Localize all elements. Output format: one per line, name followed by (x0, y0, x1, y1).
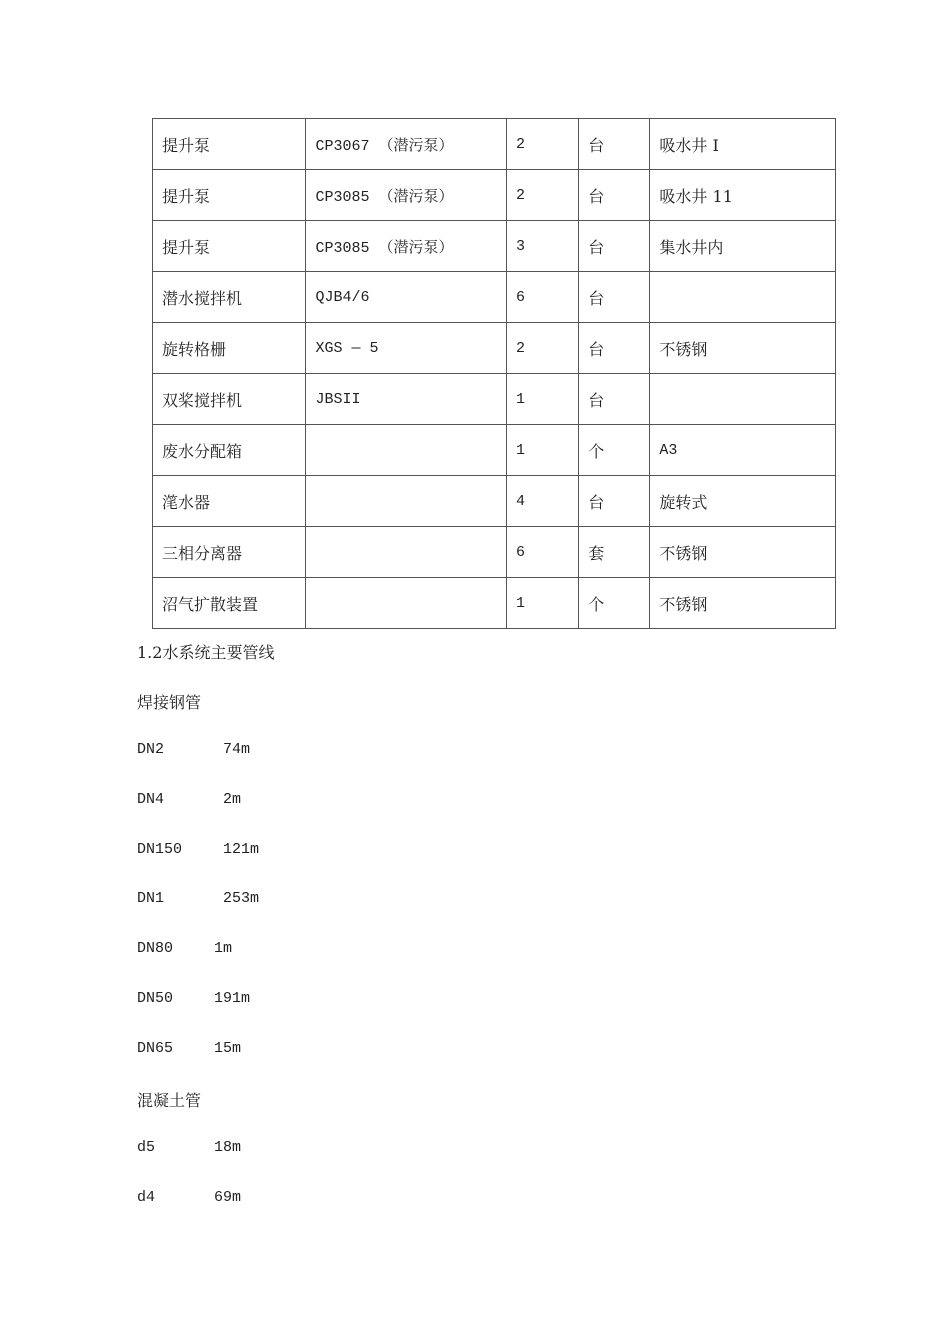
pipe-size: DN65 (137, 1039, 174, 1057)
pipe-item (137, 990, 251, 1007)
equipment-table (152, 118, 836, 629)
equipment-note: 不锈钢 (650, 578, 836, 629)
section-heading-text: 1.2水系统主要管线 (137, 643, 275, 662)
equipment-qty: 6 (507, 527, 579, 578)
equipment-name: 潜水搅拌机 (153, 272, 306, 323)
table-row (153, 221, 836, 272)
equipment-model: XGS — 5 (306, 323, 507, 374)
equipment-model: JBSII (306, 374, 507, 425)
equipment-qty: 6 (507, 272, 579, 323)
equipment-qty: 1 (507, 578, 579, 629)
equipment-note: A3 (650, 425, 836, 476)
equipment-model (306, 476, 507, 527)
equipment-note: 吸水井 I (650, 119, 836, 170)
table-row (153, 476, 836, 527)
table-row (153, 119, 836, 170)
equipment-qty: 2 (507, 323, 579, 374)
equipment-name: 双桨搅拌机 (153, 374, 306, 425)
pipe-item (137, 940, 233, 958)
section-heading (137, 640, 837, 663)
equipment-name: 旋转格栅 (153, 323, 306, 374)
pipe-size: d4 (137, 1188, 156, 1206)
welded-steel-title (137, 690, 837, 713)
pipe-length: 121m (223, 840, 260, 858)
pipe-length: 74m (223, 741, 251, 758)
equipment-name: 滗水器 (153, 476, 306, 527)
pipe-item (137, 890, 260, 908)
pipe-length: 2m (223, 790, 242, 808)
equipment-unit: 台 (579, 272, 650, 323)
equipment-qty: 3 (507, 221, 579, 272)
equipment-note (650, 272, 836, 323)
table-row (153, 578, 836, 629)
pipe-item (137, 1139, 242, 1156)
table-row (153, 527, 836, 578)
equipment-unit: 个 (579, 578, 650, 629)
equipment-name: 提升泵 (153, 119, 306, 170)
equipment-model: CP3085 （潜污泵） (306, 170, 507, 221)
equipment-unit: 台 (579, 221, 650, 272)
pipe-length: 253m (223, 890, 260, 908)
equipment-unit: 个 (579, 425, 650, 476)
pipe-size: DN50 (137, 990, 174, 1007)
pipe-item (137, 790, 242, 808)
pipe-length: 69m (214, 1188, 242, 1206)
equipment-name: 沼气扩散装置 (153, 578, 306, 629)
table-row (153, 323, 836, 374)
pipe-length: 1m (214, 940, 233, 958)
equipment-name: 提升泵 (153, 221, 306, 272)
equipment-unit: 套 (579, 527, 650, 578)
equipment-model (306, 578, 507, 629)
equipment-unit: 台 (579, 374, 650, 425)
equipment-table-body (153, 119, 836, 629)
pipe-size: DN150 (137, 840, 183, 858)
equipment-note: 不锈钢 (650, 527, 836, 578)
pipe-item (137, 1039, 242, 1057)
equipment-name: 三相分离器 (153, 527, 306, 578)
equipment-qty: 2 (507, 119, 579, 170)
pipe-length: 18m (214, 1139, 242, 1156)
welded-steel-title-text: 焊接钢管 (137, 693, 202, 712)
pipe-item (137, 840, 260, 858)
equipment-note: 不锈钢 (650, 323, 836, 374)
equipment-model: QJB4/6 (306, 272, 507, 323)
table-row (153, 374, 836, 425)
equipment-unit: 台 (579, 119, 650, 170)
pipe-item (137, 741, 251, 758)
equipment-qty: 4 (507, 476, 579, 527)
pipe-item (137, 1188, 242, 1206)
equipment-qty: 1 (507, 374, 579, 425)
equipment-note: 集水井内 (650, 221, 836, 272)
equipment-model: CP3067 （潜污泵） (306, 119, 507, 170)
concrete-title-text: 混凝土管 (137, 1091, 202, 1110)
equipment-note (650, 374, 836, 425)
pipe-size: DN2 (137, 741, 165, 758)
pipe-length: 15m (214, 1039, 242, 1057)
table-row (153, 272, 836, 323)
pipe-length: 191m (214, 990, 251, 1007)
equipment-unit: 台 (579, 476, 650, 527)
pipe-size: DN4 (137, 790, 165, 808)
pipe-size: DN1 (137, 890, 165, 908)
equipment-note: 旋转式 (650, 476, 836, 527)
equipment-qty: 2 (507, 170, 579, 221)
pipe-size: DN80 (137, 940, 174, 958)
equipment-note: 吸水井 11 (650, 170, 836, 221)
pipe-size: d5 (137, 1139, 156, 1156)
equipment-unit: 台 (579, 323, 650, 374)
table-row (153, 425, 836, 476)
equipment-name: 提升泵 (153, 170, 306, 221)
table-row (153, 170, 836, 221)
equipment-name: 废水分配箱 (153, 425, 306, 476)
equipment-qty: 1 (507, 425, 579, 476)
equipment-unit: 台 (579, 170, 650, 221)
equipment-model (306, 527, 507, 578)
concrete-title (137, 1088, 837, 1111)
equipment-model (306, 425, 507, 476)
equipment-model: CP3085 （潜污泵） (306, 221, 507, 272)
